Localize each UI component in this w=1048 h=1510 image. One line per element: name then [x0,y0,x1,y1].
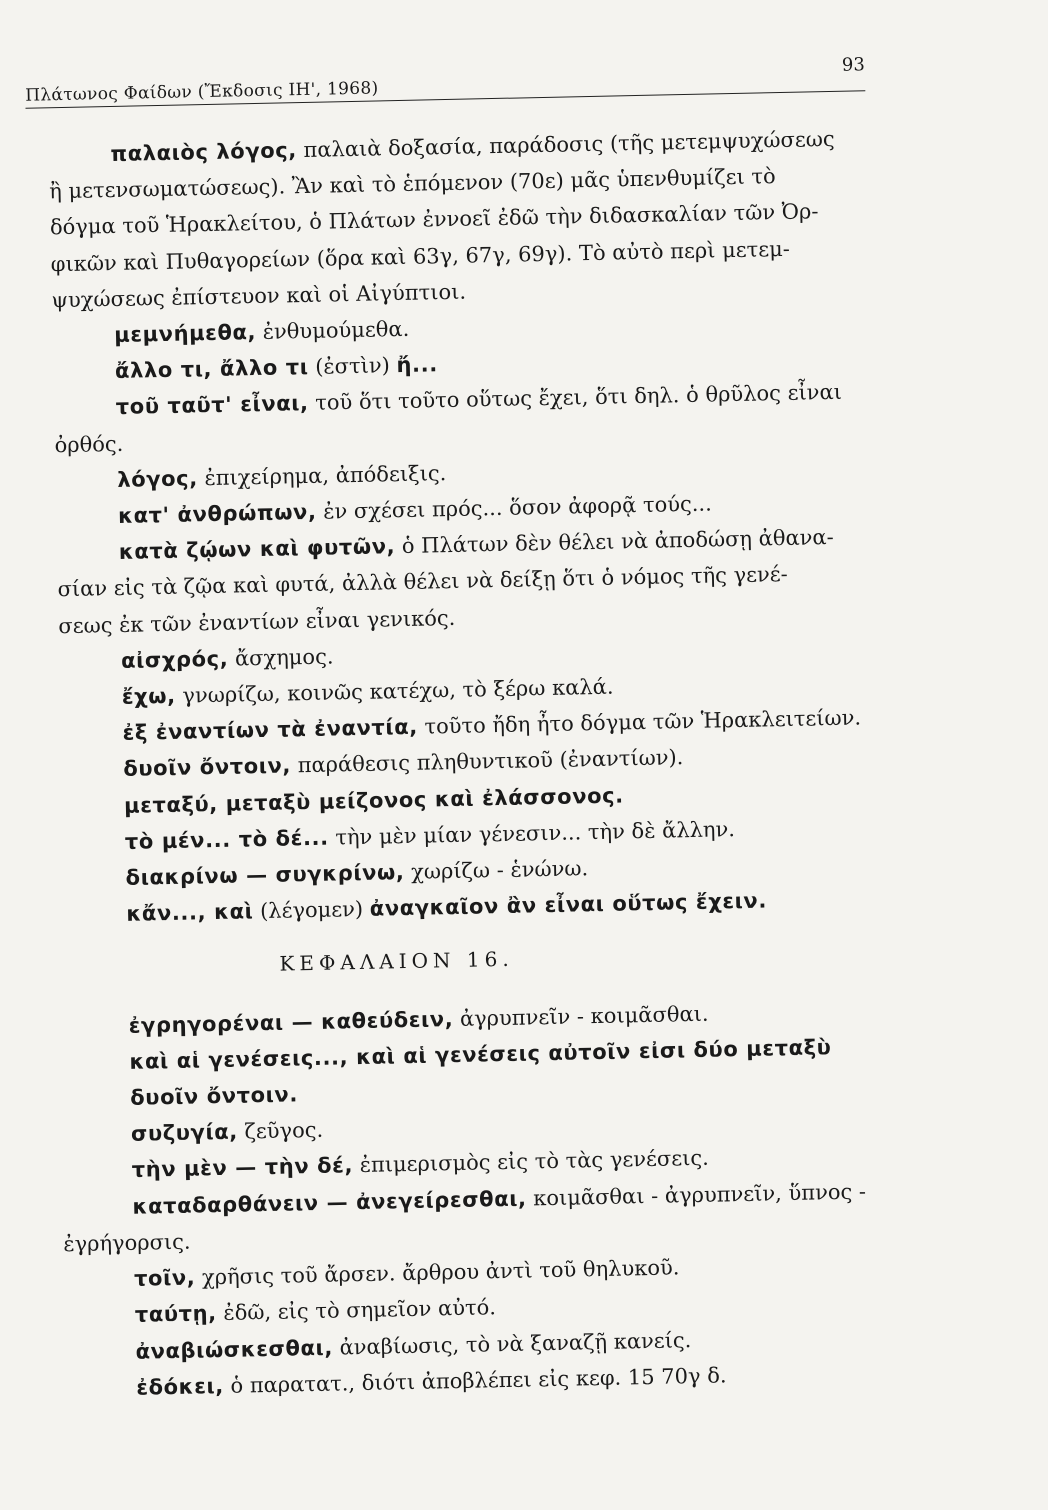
entry-definition: ἄσχημος. [228,644,334,671]
entry-term: τοῦ ταῦτ' εἶναι, [115,391,309,420]
entry-term: ἐδόκει, [136,1373,225,1400]
entry-term: ἀναγκαῖον ἂν εἶναι οὕτως ἔχειν. [369,888,768,922]
page-number: 93 [841,54,865,76]
entry-definition: τοῦτο ἤδη ἦτο δόγμα τῶν Ἡρακλειτείων. [417,705,862,739]
entry-term: αἰσχρός, [120,646,229,673]
entry-definition: παράθεσις πληθυντικοῦ (ἐναντίων). [290,745,684,778]
entry-definition: γνωρίζω, κοινῶς κατέχω, τὸ ξέρω καλά. [175,674,614,708]
entry-definition: ἀναβίωσις, τὸ νὰ ξαναζῇ κανείς. [332,1327,692,1360]
entry-term: κατὰ ζῴων καὶ φυτῶν, [118,534,396,565]
entry-text: ὀρθός. [54,431,124,457]
entry-term: μεμνήμεθα, [114,320,257,348]
entry-definition: ζεῦγος. [237,1118,324,1144]
page-body [48,120,914,1407]
entry-definition: τοῦ ὅτι τοῦτο οὕτως ἔχει, ὅτι δηλ. ὁ θρῦλος εἶναι [308,380,843,416]
entry-term: μεταξύ, μεταξὺ μείζονος καὶ ἐλάσσονος. [123,783,624,818]
running-header [25,54,866,109]
entry-definition: ἀγρυπνεῖν - κοιμᾶσθαι. [453,1001,709,1031]
entry-term: καὶ αἱ γενέσεις..., καὶ αἱ γενέσεις αὐτοῖν εἰσι δύο μεταξὺ [129,1035,832,1074]
entry-term: ταύτῃ, [134,1301,217,1328]
entry-definition: ὁ παρατατ., διότι ἀποβλέπει εἰς κεφ. 15 70γ δ. [223,1363,727,1398]
entry-definition: ἐπιχείρημα, ἀπόδειξις. [197,460,447,491]
entry-definition: ἐν σχέσει πρός... ὅσον ἀφορᾷ τούς... [316,491,712,524]
entry-definition: κοιμᾶσθαι - ἀγρυπνεῖν, ὕπνος - [526,1179,867,1211]
entry-term: ἀναβιώσκεσθαι, [135,1335,334,1364]
entry-definition: τὴν μὲν μίαν γένεσιν... τὴν δὲ ἄλλην. [328,816,736,850]
entry-text: φικῶν καὶ Πυθαγορείων (ὅρα καὶ 63γ, 67γ, 69γ). Τὸ αὐτὸ περὶ μετεμ- [50,236,791,276]
glossary-entry [56,518,898,644]
entry-term: κατ' ἀνθρώπων, [117,499,317,528]
entry-definition: χρῆσις τοῦ ἄρσεν. ἄρθρου ἀντὶ τοῦ θηλυκοῦ. [195,1255,680,1290]
entry-text: ἐγρήγορσις. [63,1229,191,1257]
entry-term: διακρίνω — συγκρίνω, [125,860,405,890]
entry-definition: ἐπιμερισμὸς εἰς τὸ τὰς γενέσεις. [352,1146,710,1178]
chapter-heading: ΚΕΦΑΛΑΙΟΝ 16. [279,947,514,977]
entry-term: ἤ... [396,352,439,378]
entry-text: σεως ἐκ τῶν ἐναντίων εἶναι γενικός. [58,605,456,638]
entry-term: τὴν μὲν — τὴν δέ, [131,1153,354,1183]
entry-term: δυοῖν ὄντοιν. [130,1082,299,1110]
header-title: Πλάτωνος Φαίδων (Ἔκδοσις ΙΗ', 1968) [25,78,379,106]
entry-term: παλαιὸς λόγος, [110,138,298,167]
entry-term: καταδαρθάνειν — ἀνεγείρεσθαι, [132,1186,527,1219]
entry-term: συζυγία, [130,1119,239,1147]
entry-term: τὸ μέν... τὸ δέ... [124,825,329,854]
entry-term: ἐγρηγορέναι — καθεύδειν, [128,1006,454,1038]
entry-definition: (λέγομεν) [253,897,371,924]
entry-definition: ὁ Πλάτων δὲν θέλει νὰ ἀποδώσῃ ἀθανα- [394,525,834,559]
entry-text: ψυχώσεως ἐπίστευον καὶ οἱ Αἰγύπτιοι. [51,279,467,313]
entry-definition: ἐδῶ, εἰς τὸ σημεῖον αὐτό. [216,1295,497,1326]
entry-palaios-logos [48,120,892,319]
entry-definition: ἐνθυμούμεθα. [255,316,410,345]
entry-term: λόγος, [117,466,199,492]
entry-text: σίαν εἰς τὰ ζῷα καὶ φυτά, ἀλλὰ θέλει νὰ δείξῃ ὅτι ὁ νόμος τῆς γενέ- [57,562,789,602]
entry-term: τοῖν, [133,1265,196,1291]
entry-text: ἢ μετενσωματώσεως). Ἂν καὶ τὸ ἑπόμενον (70ε) μᾶς ὑπενθυμίζει τὸ [49,164,776,204]
entry-term: ἄλλο τι, ἄλλο τι [114,355,309,384]
entry-term: κἄν..., καὶ [126,899,254,927]
entry-definition: χωρίζω - ἑνώνω. [404,856,589,885]
entry-text: παλαιὰ δοξασία, παράδοσις (τῆς μετεμψυχώσεως [303,126,835,162]
entry-definition: (ἐστὶν) [308,353,397,380]
entry-term: ἐξ ἐναντίων τὰ ἐναντία, [122,714,419,746]
entry-text: δόγμα τοῦ Ἡρακλείτου, ὁ Πλάτων ἐννοεῖ ἐδῶ τὴν διδασκαλίαν τῶν Ὀρ- [49,199,819,240]
entry-term: ἔχω, [121,683,176,709]
entry-term: δυοῖν ὄντοιν, [123,753,292,782]
